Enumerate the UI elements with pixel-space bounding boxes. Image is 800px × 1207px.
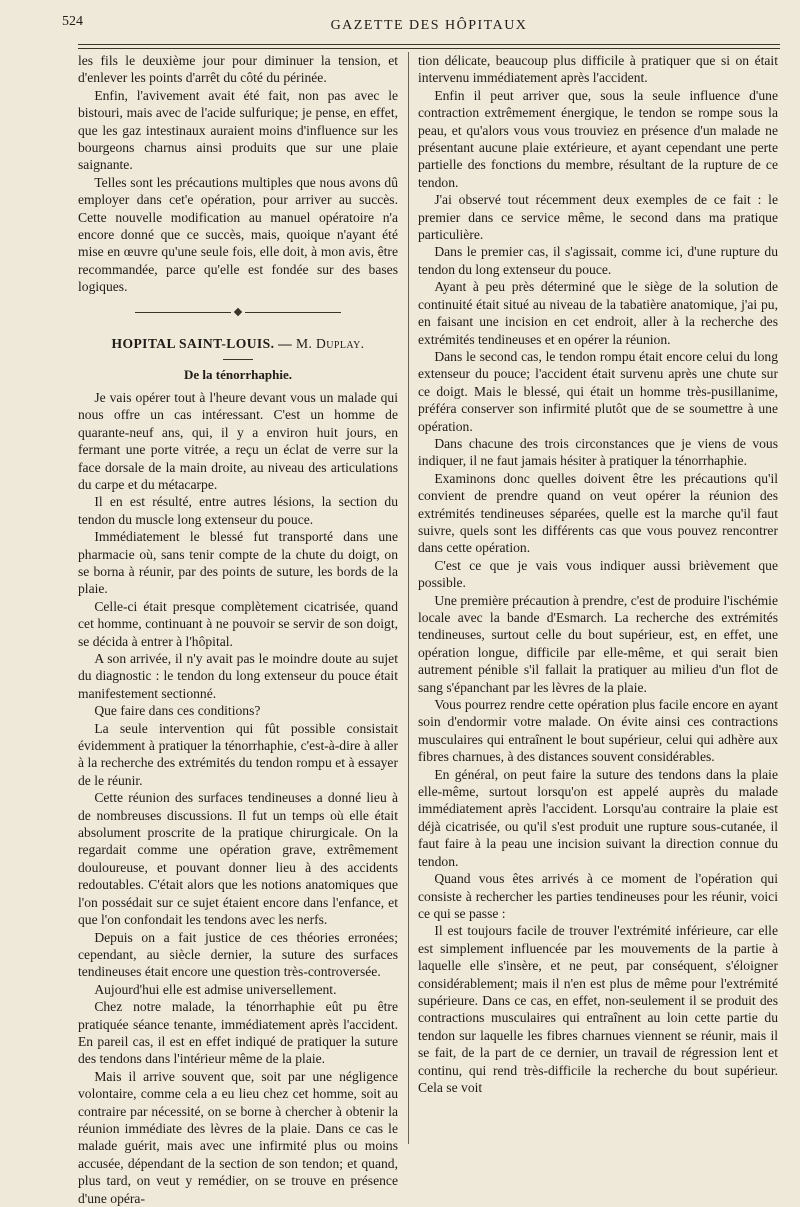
paragraph: Dans chacune des trois circonstances que je viens de vous indiquer, il ne faut jamais hésiter à pratiquer la ténorrhaphie. (418, 435, 778, 469)
paragraph: J'ai observé tout récemment deux exemples de ce fait : le premier dans ce service même, le second dans ma pratique particulière. (418, 192, 778, 243)
paragraph: A son arrivée, il n'y avait pas le moindre doute au sujet du diagnostic : le tendon du long extenseur du pouce était manifestement sectionné. (78, 651, 398, 701)
paragraph: Enfin, l'avivement avait été fait, non pas avec le bistouri, mais avec de l'acide sulfurique; je pense, en effet, que les gaz intestinaux auraient moins d'influence sur les bourgeons charnus ainsi produits que sur une plaie saignante. (78, 87, 398, 173)
paragraph: les fils le deuxième jour pour diminuer la tension, et d'enlever les points d'arrêt du côté du périnée. (78, 53, 398, 86)
paragraph: En général, on peut faire la suture des tendons dans la plaie elle-même, surtout lorsqu'on est appelé auprès du malade immédiatement après l'accident. Lorsqu'au contraire la plaie est déjà cicatrisée, ou qu'il s'est produit une rupture sous-cutanée, il faut faire à la peau une incision suivant la direction connue du tendon. (418, 766, 778, 869)
header-rule (78, 44, 780, 45)
paragraph: Dans le premier cas, il s'agissait, comme ici, d'une rupture du tendon du long extenseur du pouce. (418, 244, 778, 277)
column-divider (408, 52, 409, 1144)
separator-diamond-icon (234, 308, 242, 316)
section-heading (78, 335, 398, 352)
paragraph: Telles sont les précautions multiples que nous avons dû employer dans cet'e opération, pour arriver au succès. Cette nouvelle modification au manuel opératoire n'a encore donné que ce succès, mais, quoique n'ayant été mise en œuvre qu'une seule fois, elle doit, à mon avis, être recommandée, parce qu'elle est fondée sur des bases logiques. (78, 174, 398, 295)
paragraph: Il est toujours facile de trouver l'extrémité inférieure, car elle est simplement influencée par les mouvements de la partie à laquelle elle s'insère, et ne peut, par conséquent, s'éloigner considérablement; mais il n'en est plus de même pour l'extrémité supérieure. Dans ce cas, en effet, non-seulement il se produit des contractions musculaires qui entraînent au loin cette partie du tendon sur laquelle les fibres charnues viennent se réunir, mais il se fait, de la part de ce dernier, un travail de régression lent et continu, qui rend très-difficile la recherche du bout supérieur. Cela se voit (418, 923, 778, 1095)
short-rule (223, 359, 253, 360)
paragraph: Je vais opérer tout à l'heure devant vous un malade qui nous offre un cas intéressant. C'est un homme de quarante-neuf ans, qui, il y a environ huit jours, en fermant une porte vitrée, a reçu un éclat de verre sur la face dorsale de la main droite, au niveau des articulations du carpe et du métacarpe. (78, 389, 398, 492)
page-number: 524 (62, 14, 83, 29)
paragraph: Vous pourrez rendre cette opération plus facile encore en ayant soin d'endormir votre malade. On évite ainsi ces contractions musculaires qui entraînent le bout supérieur, celui qui adhère aux fibres charnues, à des distances souvent considérables. (418, 697, 778, 765)
paragraph: Que faire dans ces conditions? (94, 703, 261, 719)
paragraph: Dans le second cas, le tendon rompu était encore celui du long extenseur du pouce; l'accident était survenu après une chute sur ce doigt. Mais le blessé, qui était un homme très-pusillanime, préféra conserver son infirmité plutôt que de se soumettre à une opération. (418, 348, 778, 434)
paragraph: Celle-ci était presque complètement cicatrisée, quand cet homme, continuant à ne pouvoir se servir de son doigt, se décida à entrer à l'hôpital. (78, 598, 398, 649)
paragraph: Cette réunion des surfaces tendineuses a donné lieu à de nombreuses discussions. Il fut un temps où elle était absolument proscrite de la pratique chirurgicale. On la regardait comme une opération grave, extrêmement douloureuse, et pouvant donner lieu à des accidents redoutables. C'était alors que les notions anatomiques que l'on possédait sur ce sujet étaient encore dans l'enfance, et que l'on confondait les tendons avec les nerfs. (78, 790, 398, 928)
paragraph: Immédiatement le blessé fut transporté dans une pharmacie où, sans tenir compte de la chute du doigt, on se borna à réunir, par des points de suture, les bords de la plaie. (78, 529, 398, 597)
article-subtitle: De la ténorrhaphie. (184, 366, 292, 382)
paragraph: Chez notre malade, la ténorrhaphie eût pu être pratiquée séance tenante, immédiatement après l'accident. En pareil cas, il est en effet indiqué de pratiquer la suture des tendons dans l'intérieur même de la plaie. (78, 999, 398, 1067)
left-column (78, 52, 398, 1206)
paragraph: C'est ce que je vais vous indiquer aussi brièvement que possible. (418, 557, 778, 591)
paragraph: Aujourd'hui elle est admise universellement. (94, 981, 337, 997)
paragraph: Enfin il peut arriver que, sous la seule influence d'une contraction extrêmement énergique, le tendon se rompe sous la peau, et qu'alors vous vous trouviez en présence d'un malade ne présentant aucune plaie extérieure, et ayant cependant une perte partielle des fonctions du membre, résultant de la rupture de ce tendon. (418, 87, 778, 190)
running-title: GAZETTE DES HÔPITAUX (330, 18, 528, 33)
ornament-separator (78, 304, 398, 321)
paragraph: Ayant à peu près déterminé que le siège de la solution de continuité était situé au niveau de la tabatière anatomique, j'ai pu, en faisant une incision en cet endroit, aller à la recherche des extrémités tendineuses et en opérer la réunion. (418, 279, 778, 347)
paragraph: Depuis on a fait justice de ces théories erronées; cependant, au siècle dernier, la suture des surfaces tendineuses était encore une question très-controversée. (78, 929, 398, 980)
header-rule-double (78, 48, 780, 49)
paragraph: tion délicate, beaucoup plus difficile à pratiquer que si on était intervenu immédiatement après l'accident. (418, 53, 778, 86)
paragraph: Une première précaution à prendre, c'est de produire l'ischémie locale avec la bande d'Esmarch. La recherche des extrémités tendineuses, surtout celle du bout supérieur, est, en effet, une opération longue, difficile par elle-même, et qui serait bien autrement pénible s'il fallait la pratiquer au milieu d'un flot de sang s'épanchant par les lèvres de la plaie. (418, 592, 778, 695)
paragraph: Mais il arrive souvent que, soit par une négligence volontaire, comme cela a eu lieu chez cet homme, soit au contraire par nécessité, on se borne à chercher à obtenir la réunion immédiate des lèvres de la plaie. Dans ce cas le malade guérit, mais avec une infirmité plus ou moins accusée, dépendant de la section de son tendon; et quand, plus tard, on veut y remédier, on se trouve en présence d'une opéra- (78, 1068, 398, 1206)
separator-line (135, 312, 231, 313)
paragraph: Il en est résulté, entre autres lésions, la section du tendon du muscle long extenseur du pouce. (78, 494, 398, 527)
author-name: M. Duplay. (295, 336, 365, 352)
paragraph: Quand vous êtes arrivés à ce moment de l'opération qui consiste à rechercher les parties tendineuses pour les réunir, voici ce qui se passe : (418, 871, 778, 921)
paragraph: La seule intervention qui fût possible consistait évidemment à pratiquer la ténorrhaphie, c'est-à-dire à aller à la recherche des extrémités du tendon rompu et à essayer de le réunir. (78, 720, 398, 788)
right-column (418, 52, 778, 1142)
hospital-name: HOPITAL SAINT-LOUIS. — (111, 336, 296, 352)
paragraph: Examinons donc quelles doivent être les précautions qu'il convient de prendre quand on veut opérer la réunion des extrémités tendineuses séparées, quelle est la marche qu'il faut suivre, quels sont les différents cas que vous pouvez rencontrer dans cette opération. (418, 470, 778, 556)
separator-line (245, 312, 341, 313)
page-header (62, 8, 780, 42)
